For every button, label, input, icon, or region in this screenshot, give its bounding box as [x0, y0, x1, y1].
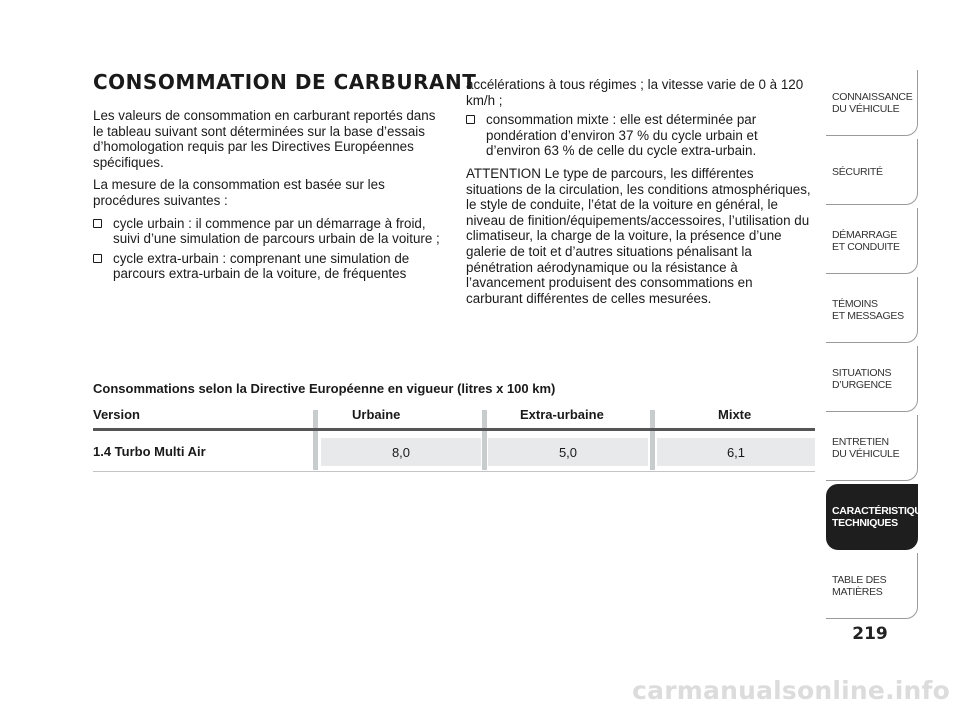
- checkbox-bullet-icon: [93, 219, 102, 228]
- list-item: [466, 112, 811, 159]
- checkbox-bullet-icon: [466, 115, 475, 124]
- tab-table-des-matieres[interactable]: [826, 553, 918, 619]
- table-caption: Consommations selon la Directive Européenne en vigueur (litres x 100 km): [93, 381, 556, 396]
- tab-label: TABLE DES MATIÈRES: [832, 573, 887, 598]
- table-header-version: Version: [93, 407, 140, 422]
- column-divider: [482, 410, 487, 470]
- tab-securite[interactable]: [826, 139, 918, 205]
- page-title: CONSOMMATION DE CARBURANT: [93, 70, 477, 94]
- tab-entretien-du-vehicule[interactable]: [826, 415, 918, 481]
- list-item: [93, 251, 448, 282]
- tab-label: SÉCURITÉ: [832, 165, 883, 178]
- procedure-paragraph: La mesure de la consommation est basée sur les procédures suivantes :: [93, 177, 385, 208]
- tab-temoins-et-messages[interactable]: [826, 277, 918, 343]
- tab-label: CONNAISSANCE DU VÉHICULE: [832, 90, 913, 115]
- tab-caracteristiques-techniques[interactable]: [826, 484, 936, 550]
- table-header-urbaine: Urbaine: [352, 407, 401, 422]
- tab-demarrage-et-conduite[interactable]: [826, 208, 918, 274]
- column-divider: [650, 410, 655, 470]
- list-item: [93, 216, 448, 247]
- watermark: carmanualsonline.info: [632, 676, 950, 705]
- table-cell-extra-urbaine: 5,0: [488, 438, 648, 466]
- table-header-rule: [93, 428, 815, 431]
- list-item-text: consommation mixte : elle est déterminée par pondération d’environ 37 % du cycle urbain et d’environ 63 % de celle du cycle extra-urbain.: [486, 112, 758, 159]
- checkbox-bullet-icon: [93, 254, 102, 263]
- tab-label: CARACTÉRISTIQUES TECHNIQUES: [832, 505, 936, 529]
- table-bottom-rule: [93, 471, 815, 472]
- table-cell-mixte: 6,1: [657, 438, 815, 466]
- right-column: [466, 77, 811, 313]
- chapter-index-sidebar: [826, 70, 936, 622]
- tab-situations-durgence[interactable]: [826, 346, 918, 412]
- page-number: 219: [852, 624, 888, 644]
- table-cell-urbaine: 8,0: [321, 438, 481, 466]
- table-row-version: 1.4 Turbo Multi Air: [93, 444, 206, 459]
- table-header-mixte: Mixte: [718, 407, 752, 422]
- procedure-list: [93, 216, 448, 282]
- continuation-text: accélérations à tous régimes ; la vitesse varie de 0 à 120 km/h ;: [466, 77, 804, 108]
- intro-paragraph: Les valeurs de consommation en carburant reportés dans le tableau suivant sont déterminées sur la base d’essais d’homologation requis par les Directives Européennes spécifiques.: [93, 108, 436, 170]
- mixed-cycle-list: [466, 112, 811, 159]
- tab-label: ENTRETIEN DU VÉHICULE: [832, 435, 900, 460]
- attention-paragraph: ATTENTION Le type de parcours, les différentes situations de la circulation, les conditions atmosphériques, le style de conduite, l’état de la voiture en général, le niveau de finition/équipements/accessoires, l’utilisation du climatiseur, la charge de la voiture, la présence d’une galerie de toit et d’autres situations pénalisant la pénétration aérodynamique ou la résistance à l’avancement produisent des consommations en carburant différentes de celles mesurées.: [466, 165, 811, 306]
- table-header-extra-urbaine: Extra-urbaine: [520, 407, 604, 422]
- tab-label: TÉMOINS ET MESSAGES: [832, 297, 904, 322]
- column-divider: [313, 410, 318, 470]
- tab-label: DÉMARRAGE ET CONDUITE: [832, 228, 900, 253]
- tab-connaissance-du-vehicule[interactable]: [826, 70, 918, 136]
- list-item-text: cycle urbain : il commence par un démarrage à froid, suivi d’une simulation de parcours urbain de la voiture ;: [113, 215, 440, 247]
- tab-label: SITUATIONS D’URGENCE: [832, 366, 892, 391]
- left-column: [93, 108, 448, 286]
- list-item-text: cycle extra-urbain : comprenant une simulation de parcours extra-urbain de la voiture, de fréquentes: [113, 250, 410, 282]
